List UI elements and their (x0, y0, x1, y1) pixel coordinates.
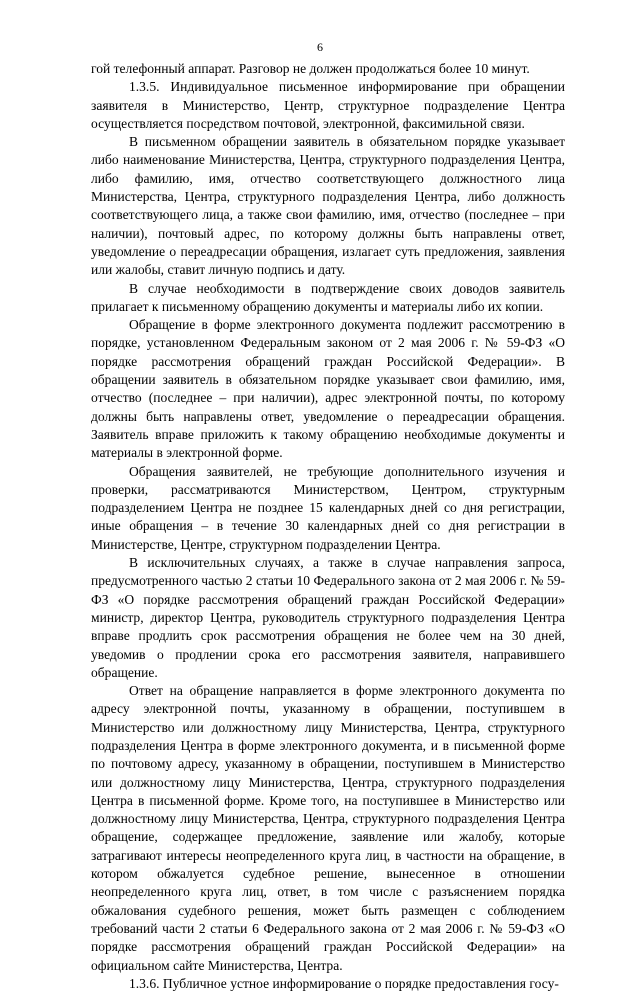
paragraph-continuation: гой телефонный аппарат. Разговор не должен продолжаться более 10 минут. (91, 61, 530, 76)
document-body (91, 60, 565, 993)
paragraph-attachments: В случае необходимости в подтверждение своих доводов заявитель прилагает к письменному обращению документы и материалы либо их копии. (91, 280, 565, 314)
paragraph-electronic-request: Обращение в форме электронного документа подлежит рассмотрению в порядке, установленном Федеральным законом от 2 мая 2006 г. № 59-ФЗ «О порядке рассмотрения обращений граждан Российской Федерации». В обращении заявитель в обязательном порядке указывает свои фамилию, имя, отчество (последнее – при наличии), адрес электронной почты, по которому должны быть направлены ответ, уведомление о переадресации обращения. Заявитель вправе приложить к такому обращению необходимые документы и материалы в электронной форме. (91, 317, 565, 461)
page-number: 6 (317, 40, 323, 54)
paragraph-response-delivery: Ответ на обращение направляется в форме электронного документа по адресу электронной почты, указанному в обращении, поступившем в Министерство или должностному лицу Министерства, Центра, структурного подразделения Центра в форме электронного документа, и в письменной форме по почтовому адресу, указанному в обращении, поступившем в Министерство или должностному лицу Министерства, Центра, структурного подразделения Центра в письменной форме. Кроме того, на поступившее в Министерство или должностному лицу Министерства, Центра, структурного подразделения Центра обращение, содержащее предложение, заявление или жалобу, которые затрагивают интересы неопределенного круга лиц, в частности на обращение, в котором обжалуется судебное решение, вынесенное в отношении неопределенного круга лиц, ответ, в том числе с разъяснением порядка обжалования судебного решения, может быть размещен с соблюдением требований части 2 статьи 6 Федерального закона от 2 мая 2006 г. № 59-ФЗ «О порядке рассмотрения обращений граждан Российской Федерации» на официальном сайте Министерства, Центра. (91, 683, 565, 973)
paragraph-1-3-6: 1.3.6. Публичное устное информирование о порядке предоставления госу- (129, 975, 559, 991)
paragraph-review-terms: Обращения заявителей, не требующие дополнительного изучения и проверки, рассматриваются Министерством, Центром, структурным подразделением Центра не позднее 15 календарных дней со дня регистрации, иные обращения – в течение 30 календарных дней со дня регистрации в Министерстве, Центре, структурном подразделении Центра. (91, 463, 565, 552)
paragraph-1-3-5: 1.3.5. Индивидуальное письменное информирование при обращении заявителя в Министерство, Центр, структурное подразделение Центра осуществляется посредством почтовой, электронной, факсимильной связи. (91, 79, 565, 131)
paragraph-exceptional-cases: В исключительных случаях, а также в случае направления запроса, предусмотренного частью 2 статьи 10 Федерального закона от 2 мая 2006 г. № 59-ФЗ «О порядке рассмотрения обращений граждан Российской Федерации» министр, директор Центра, руководитель структурного подразделения Центра вправе продлить срок рассмотрения обращения не более чем на 30 дней, уведомив о продлении срока его рассмотрения заявителя, направившего обращение. (91, 555, 565, 680)
paragraph-written-request-requirements: В письменном обращении заявитель в обязательном порядке указывает либо наименование Министерства, Центра, структурного подразделения Центра, либо фамилию, имя, отчество соответствующего должностного лица Министерства, Центра, структурного подразделения Центра, либо должность соответствующего лица, а также свои фамилию, имя, отчество (последнее – при наличии), почтовый адрес, по которому должны быть направлены ответ, уведомление о переадресации обращения, излагает суть предложения, заявления или жалобы, ставит личную подпись и дату. (91, 134, 565, 278)
